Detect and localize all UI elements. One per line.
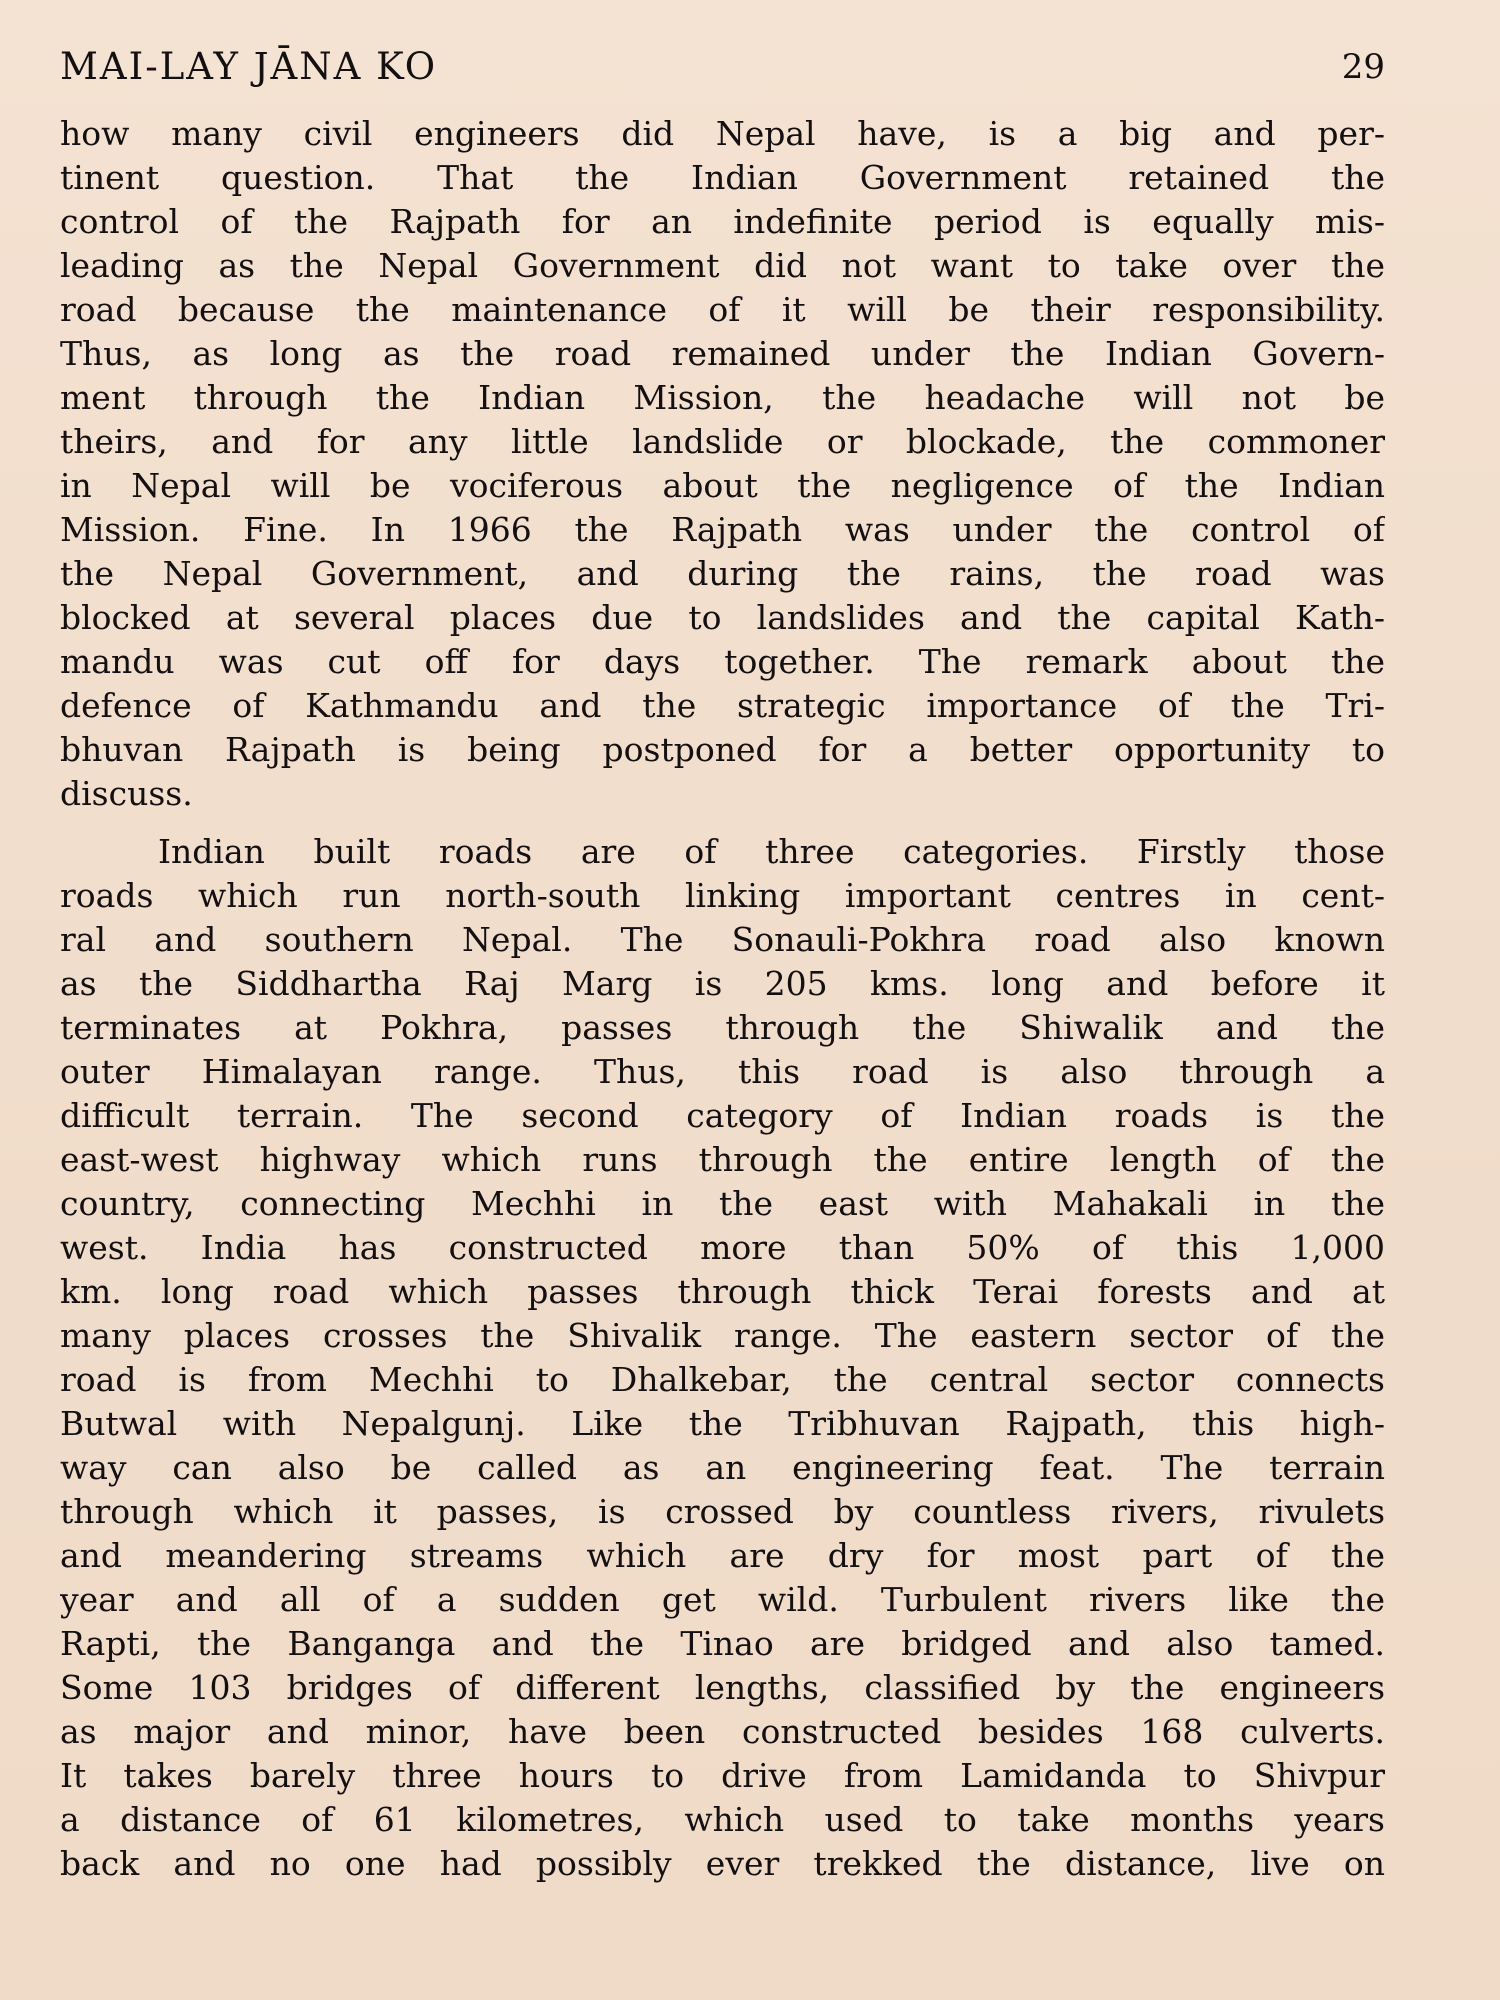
text-line: road because the maintenance of it will be their responsibility.	[60, 290, 1385, 329]
text-line: as the Siddhartha Raj Marg is 205 kms. long and before it	[60, 964, 1385, 1003]
text-line: year and all of a sudden get wild. Turbulent rivers like the	[60, 1580, 1385, 1619]
text-line: back and no one had possibly ever trekked the distance, live on	[60, 1844, 1385, 1883]
text-line: Mission. Fine. In 1966 the Rajpath was under the control of	[60, 510, 1385, 549]
text-line: the Nepal Government, and during the rains, the road was	[60, 554, 1385, 593]
text-line: blocked at several places due to landslides and the capital Kath-	[60, 598, 1385, 637]
text-line: Thus, as long as the road remained under the Indian Govern-	[60, 334, 1385, 373]
text-line: theirs, and for any little landslide or blockade, the commoner	[60, 422, 1385, 461]
text-line: and meandering streams which are dry for most part of the	[60, 1536, 1385, 1575]
text-line: defence of Kathmandu and the strategic importance of the Tri-	[60, 686, 1385, 725]
text-line: country, connecting Mechhi in the east with Mahakali in the	[60, 1184, 1385, 1223]
text-line: tinent question. That the Indian Government retained the	[60, 158, 1385, 197]
paragraph-continued	[60, 112, 1385, 816]
text-line: east-west highway which runs through the entire length of the	[60, 1140, 1385, 1179]
text-line: mandu was cut off for days together. The remark about the	[60, 642, 1385, 681]
text-line: road is from Mechhi to Dhalkebar, the central sector connects	[60, 1360, 1385, 1399]
text-line: roads which run north-south linking important centres in cent-	[60, 876, 1385, 915]
text-line: as major and minor, have been constructed besides 168 culverts.	[60, 1712, 1385, 1751]
text-line: west. India has constructed more than 50% of this 1,000	[60, 1228, 1385, 1267]
text-line: km. long road which passes through thick Terai forests and at	[60, 1272, 1385, 1311]
text-line: difficult terrain. The second category of Indian roads is the	[60, 1096, 1385, 1135]
text-line: Indian built roads are of three categories. Firstly those	[158, 832, 1385, 871]
text-line: bhuvan Rajpath is being postponed for a better opportunity to	[60, 730, 1385, 769]
text-line: Butwal with Nepalgunj. Like the Tribhuvan Rajpath, this high-	[60, 1404, 1385, 1443]
text-line: leading as the Nepal Government did not want to take over the	[60, 246, 1385, 285]
text-line: outer Himalayan range. Thus, this road is also through a	[60, 1052, 1385, 1091]
text-line: through which it passes, is crossed by countless rivers, rivulets	[60, 1492, 1385, 1531]
text-line: way can also be called as an engineering feat. The terrain	[60, 1448, 1385, 1487]
text-line: terminates at Pokhra, passes through the Shiwalik and the	[60, 1008, 1385, 1047]
text-line: many places crosses the Shivalik range. The eastern sector of the	[60, 1316, 1385, 1355]
running-head	[60, 42, 1385, 92]
paragraph-indian-roads	[60, 830, 1385, 1886]
paragraph-gap	[60, 816, 1385, 830]
page-number: 29	[1341, 47, 1385, 87]
text-line: It takes barely three hours to drive from Lamidanda to Shivpur	[60, 1756, 1385, 1795]
text-line: control of the Rajpath for an indefinite period is equally mis-	[60, 202, 1385, 241]
running-title: MAI-LAY JĀNA KO	[60, 45, 438, 88]
body-text	[60, 112, 1385, 1886]
text-line: Some 103 bridges of different lengths, classified by the engineers	[60, 1668, 1385, 1707]
text-line: ment through the Indian Mission, the headache will not be	[60, 378, 1385, 417]
text-line: a distance of 61 kilometres, which used to take months years	[60, 1800, 1385, 1839]
text-line: in Nepal will be vociferous about the negligence of the Indian	[60, 466, 1385, 505]
text-line: ral and southern Nepal. The Sonauli-Pokhra road also known	[60, 920, 1385, 959]
text-line: how many civil engineers did Nepal have, is a big and per-	[60, 114, 1385, 153]
text-line: Rapti, the Banganga and the Tinao are bridged and also tamed.	[60, 1624, 1385, 1663]
text-line: discuss.	[60, 774, 193, 813]
